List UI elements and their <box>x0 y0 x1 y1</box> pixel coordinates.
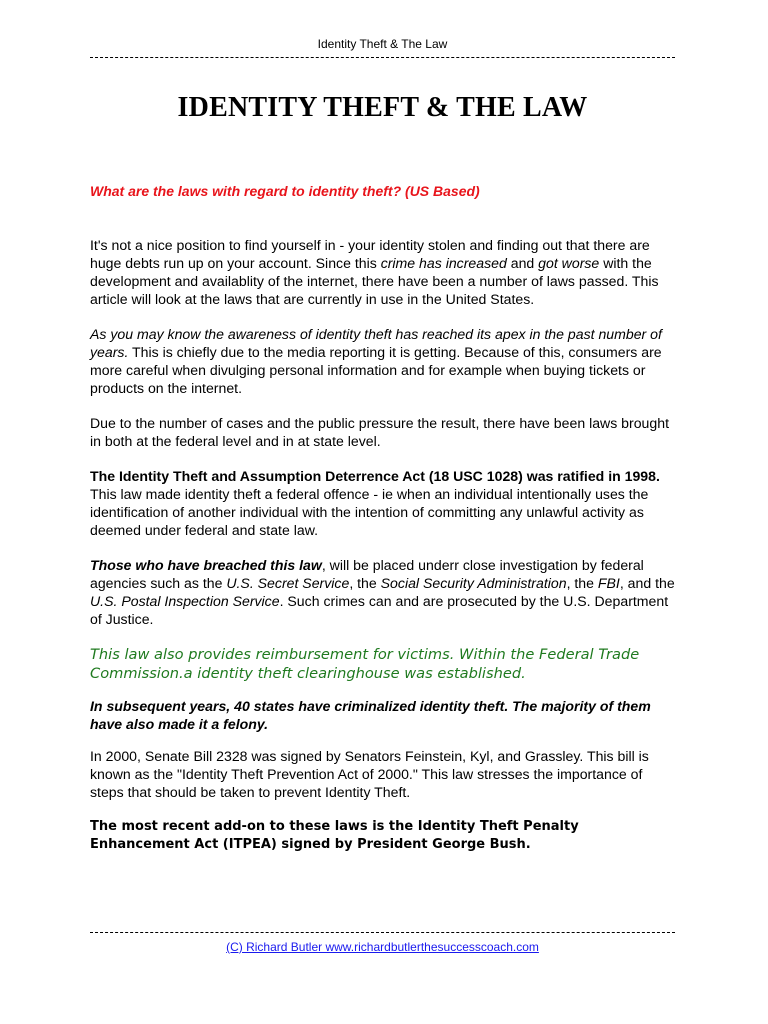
paragraph-public-pressure: Due to the number of cases and the public pressure the result, there have been laws brought in both at the federal level and in at state level. <box>90 415 669 449</box>
paragraph-senate-bill: In 2000, Senate Bill 2328 was signed by Senators Feinstein, Kyl, and Grassley. This bill is known as the "Identity Theft Prevention Act of 2000." This law stresses the importance of steps that should be taken to prevent Identity Theft. <box>90 748 649 800</box>
paragraph-intro <box>90 236 675 308</box>
paragraph-intro-text-e: with the development and availablity of the internet, there have been a number of laws passed. This article will look at the laws that are currently in use in the United States. <box>90 255 659 307</box>
paragraph-intro-emphasis-1: crime has increased <box>380 255 507 271</box>
paragraph-reimbursement: This law also provides reimbursement for victims. Within the Federal Trade Commission.a identity theft clearinghouse was established. <box>90 646 640 682</box>
header-divider <box>90 57 675 58</box>
investigation-text-3: , the <box>566 575 598 591</box>
paragraph-investigation <box>90 556 675 628</box>
agency-secret-service: U.S. Secret Service <box>226 575 350 591</box>
deterrence-act-heading: The Identity Theft and Assumption Deterrence Act (18 USC 1028) was ratified in 1998. <box>90 468 660 484</box>
agency-postal-inspection: U.S. Postal Inspection Service <box>90 593 280 609</box>
paragraph-intro-text-a: It's not a nice position to find yourself in - your identity stolen and finding out that there are huge debts run up on your account. Since this <box>90 237 650 271</box>
paragraph-awareness-emphasis: As you may know the awareness of identity theft has reached its apex in the past number of years. <box>90 326 662 360</box>
investigation-text-1: , will be placed underr close investigation by federal agencies such as the <box>90 557 644 591</box>
agency-fbi: FBI <box>597 575 620 591</box>
investigation-text-4: , and the <box>619 575 675 591</box>
agency-social-security: Social Security Administration <box>380 575 567 591</box>
paragraph-awareness-text: This is chiefly due to the media reporting it is getting. Because of this, consumers are more careful when divulging personal information and for example when buying tickets or products on the internet. <box>90 344 662 396</box>
page-title: IDENTITY THEFT & THE LAW <box>177 92 588 123</box>
investigation-text-2: , the <box>349 575 381 591</box>
paragraph-deterrence-act <box>90 467 675 539</box>
paragraph-intro-text-c: and <box>506 255 539 271</box>
footer-divider <box>90 932 675 933</box>
running-header: Identity Theft & The Law <box>317 37 448 51</box>
article-subtitle: What are the laws with regard to identity theft? (US Based) <box>90 183 480 199</box>
investigation-lead: Those who have breached this law <box>90 557 322 573</box>
article-body <box>90 182 675 854</box>
paragraph-awareness <box>90 325 675 397</box>
investigation-text-5: . Such crimes can and are prosecuted by the U.S. Department of Justice. <box>90 593 669 627</box>
paragraph-state-laws: In subsequent years, 40 states have criminalized identity theft. The majority of them have also made it a felony. <box>90 698 651 732</box>
page-footer <box>90 940 675 954</box>
footer-credit-link[interactable]: (C) Richard Butler www.richardbutlerthesuccesscoach.com <box>226 940 539 954</box>
document-page <box>90 0 675 1024</box>
paragraph-itpea: The most recent add-on to these laws is the Identity Theft Penalty Enhancement Act (ITPEA) signed by President George Bush. <box>90 819 579 852</box>
paragraph-intro-emphasis-2: got worse <box>538 255 600 271</box>
deterrence-act-text: This law made identity theft a federal offence - ie when an individual intentionally uses the identification of another individual with the intention of committing any unlawful activity as deemed under federal and state law. <box>90 486 649 538</box>
